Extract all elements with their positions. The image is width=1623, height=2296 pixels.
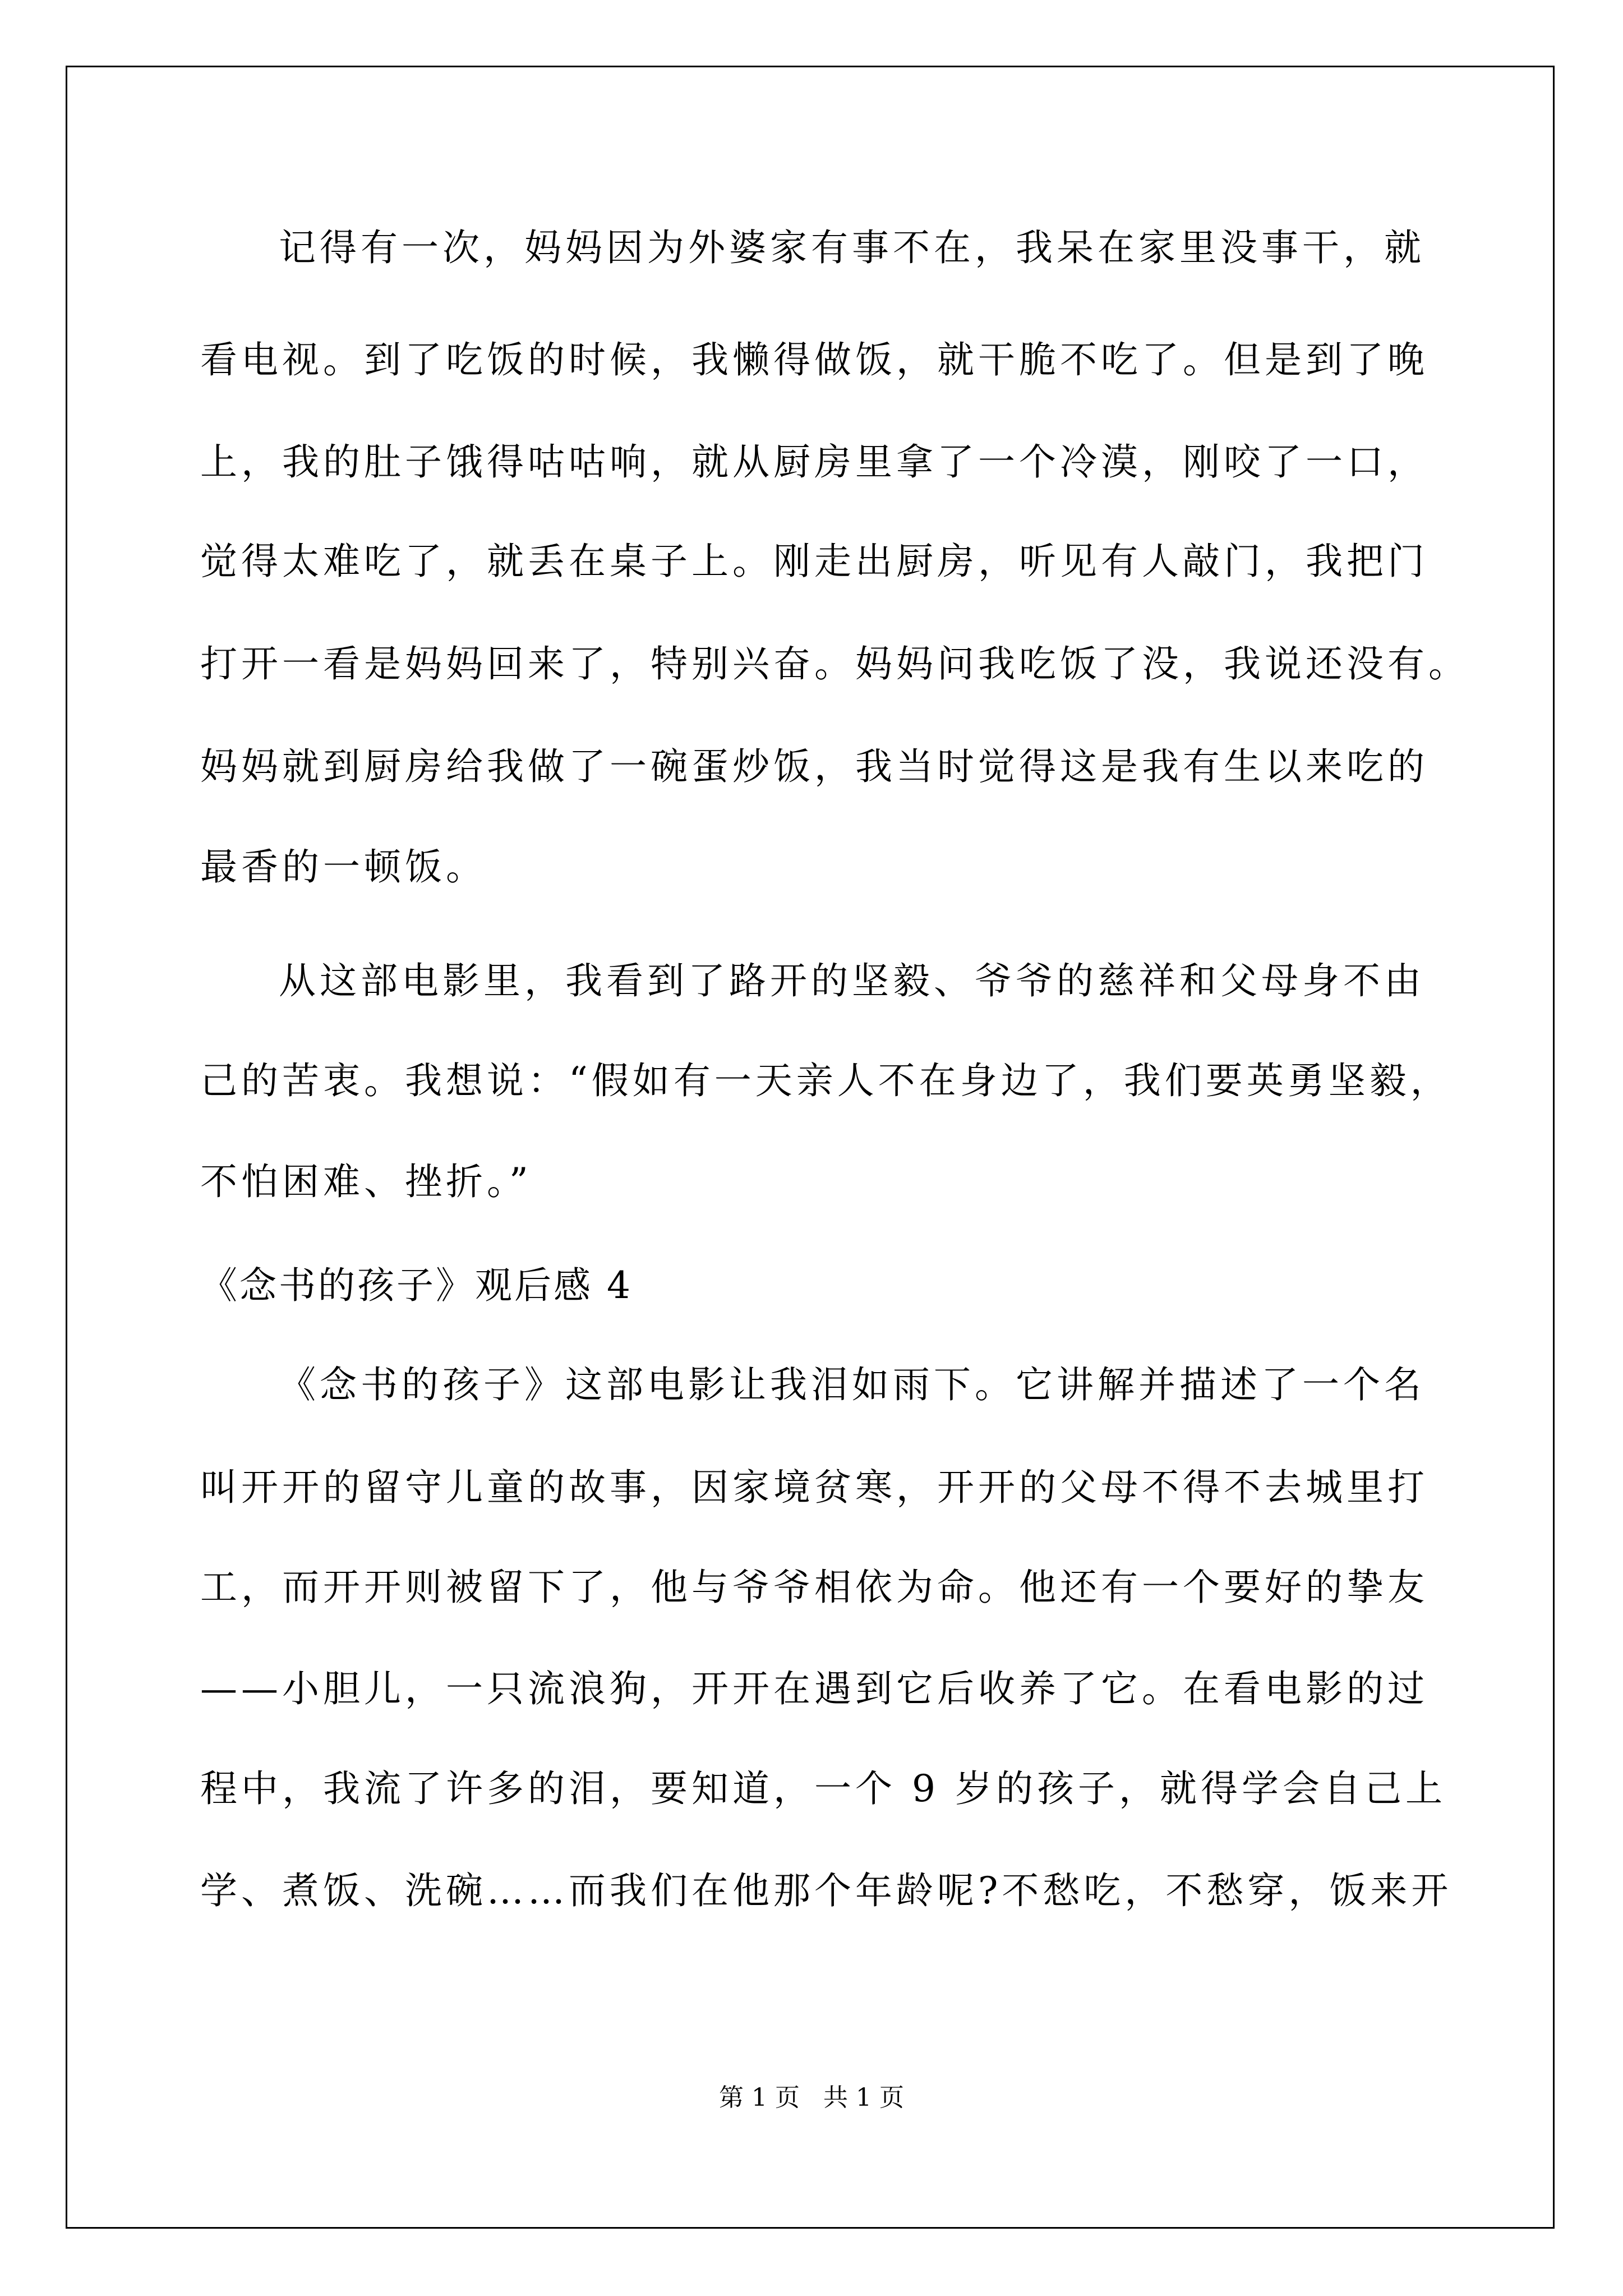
paragraph-1-line-7: 最香的一顿饭。 [200, 845, 487, 889]
section-paragraph-line-1: 《念书的孩子》这部电影让我泪如雨下。它讲解并描述了一个名 [279, 1363, 1425, 1406]
paragraph-2-line-3: 不怕困难、挫折。” [200, 1160, 532, 1203]
page-footer: 第 1 页 共 1 页 [719, 2083, 904, 2112]
paragraph-1-line-1: 记得有一次，妈妈因为外婆家有事不在，我呆在家里没事干，就 [279, 226, 1425, 269]
section-paragraph-line-6: 学、煮饭、洗碗……而我们在他那个年龄呢?不愁吃，不愁穿，饭来开 [200, 1869, 1453, 1912]
paragraph-1-line-5: 打开一看是妈妈回来了，特别兴奋。妈妈问我吃饭了没，我说还没有。 [200, 642, 1469, 685]
paragraph-1-line-2: 看电视。到了吃饭的时候，我懒得做饭，就干脆不吃了。但是到了晚 [200, 338, 1428, 381]
section-paragraph-line-5: 程中，我流了许多的泪，要知道，一个 9 岁的孩子，就得学会自己上 [200, 1767, 1446, 1810]
section-paragraph-line-3: 工，而开开则被留下了，他与爷爷相依为命。他还有一个要好的挚友 [200, 1566, 1428, 1609]
paragraph-1-line-6: 妈妈就到厨房给我做了一碗蛋炒饭，我当时觉得这是我有生以来吃的 [200, 745, 1428, 788]
paragraph-2-line-2: 己的苦衷。我想说：“假如有一天亲人不在身边了，我们要英勇坚毅， [200, 1059, 1451, 1102]
section-paragraph-line-4: ——小胆儿，一只流浪狗，开开在遇到它后收养了它。在看电影的过 [200, 1667, 1428, 1710]
section-paragraph-line-2: 叫开开的留守儿童的故事，因家境贫寒，开开的父母不得不去城里打 [200, 1466, 1428, 1509]
paragraph-1-line-4: 觉得太难吃了，就丢在桌子上。刚走出厨房，听见有人敲门，我把门 [200, 540, 1428, 583]
section-title: 《念书的孩子》观后感 4 [200, 1264, 633, 1307]
paragraph-2-line-1: 从这部电影里，我看到了路开的坚毅、爷爷的慈祥和父母身不由 [279, 959, 1425, 1002]
paragraph-1-line-3: 上，我的肚子饿得咕咕响，就从厨房里拿了一个冷漠，刚咬了一口， [200, 440, 1428, 484]
